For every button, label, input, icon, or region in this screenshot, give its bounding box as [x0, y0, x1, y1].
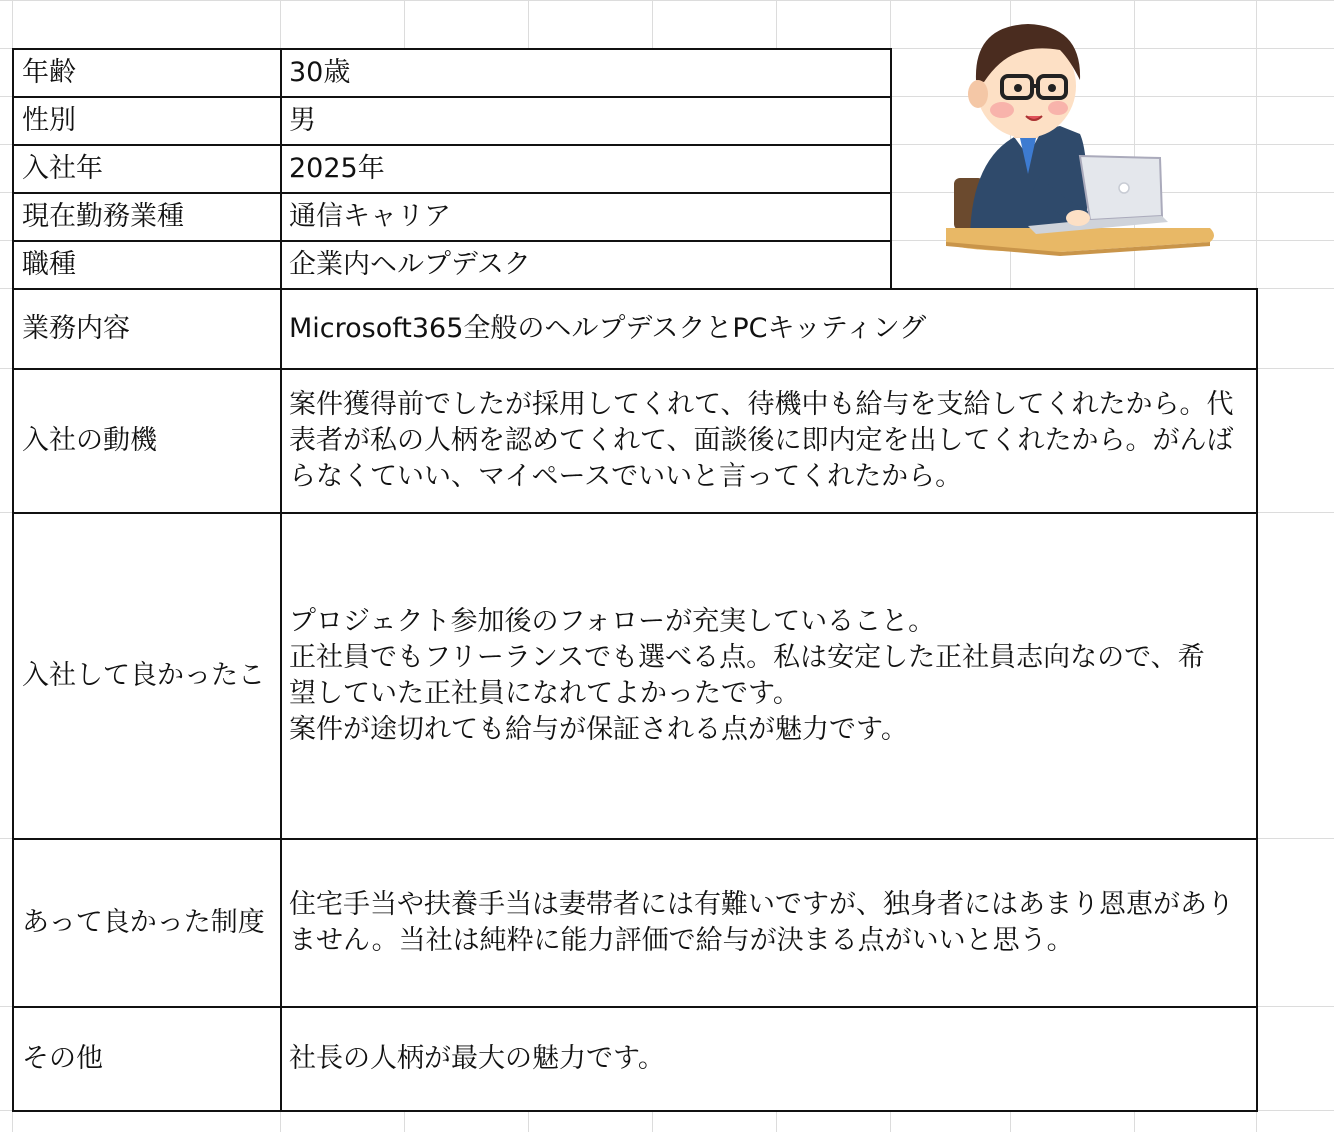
cell-value-good-points[interactable]: プロジェクト参加後のフォローが充実していること。 正社員でもフリーランスでも選べる点。私は安定した正社員志向なので、希望していた正社員になれてよかったです。 案件が途切れても給与が保証される点が魅力です。 — [280, 512, 1258, 840]
cell-label-gender[interactable]: 性別 — [12, 96, 282, 146]
cell-value-other[interactable]: 社長の人柄が最大の魅力です。 — [280, 1006, 1258, 1112]
cell-label-age[interactable]: 年齢 — [12, 48, 282, 98]
cell-value-benefits[interactable]: 住宅手当や扶養手当は妻帯者には有難いですが、独身者にはあまり恩恵がありません。当社は純粋に能力評価で給与が決まる点がいいと思う。 — [280, 838, 1258, 1008]
cell-value-join-year[interactable]: 2025年 — [280, 144, 892, 194]
cell-value-motivation[interactable]: 案件獲得前でしたが採用してくれて、待機中も給与を支給してくれたから。代表者が私の人柄を認めてくれて、面談後に即内定を出してくれたから。がんばらなくていい、マイペースでいいと言ってくれたから。 — [280, 368, 1258, 514]
cell-label-job-type[interactable]: 職種 — [12, 240, 282, 290]
cell-label-duties[interactable]: 業務内容 — [12, 288, 282, 370]
cell-label-join-year[interactable]: 入社年 — [12, 144, 282, 194]
cell-label-good-points[interactable]: 入社して良かったこ — [12, 512, 282, 840]
cell-label-benefits[interactable]: あって良かった制度 — [12, 838, 282, 1008]
cell-label-motivation[interactable]: 入社の動機 — [12, 368, 282, 514]
cell-value-duties[interactable]: Microsoft365全般のヘルプデスクとPCキッティング — [280, 288, 1258, 370]
cell-label-industry[interactable]: 現在勤務業種 — [12, 192, 282, 242]
businessman-at-laptop-icon — [940, 6, 1222, 256]
cell-value-gender[interactable]: 男 — [280, 96, 892, 146]
cell-value-industry[interactable]: 通信キャリア — [280, 192, 892, 242]
cell-value-age[interactable]: 30歳 — [280, 48, 892, 98]
cell-label-other[interactable]: その他 — [12, 1006, 282, 1112]
cell-value-job-type[interactable]: 企業内ヘルプデスク — [280, 240, 892, 290]
